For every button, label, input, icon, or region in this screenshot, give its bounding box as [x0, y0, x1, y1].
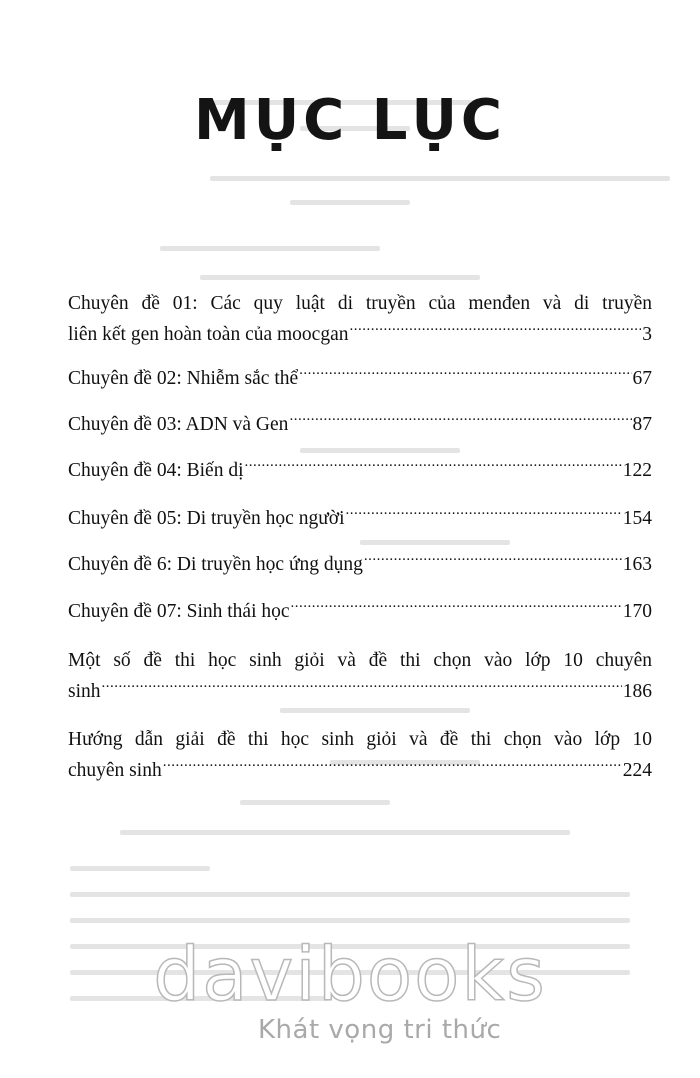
- leader-dots: [364, 551, 622, 571]
- watermark-brand: davibooks: [153, 932, 547, 1018]
- leader-dots: [299, 365, 631, 385]
- toc-entry-08[interactable]: [68, 645, 652, 707]
- toc-page-number: 163: [622, 554, 652, 575]
- publisher-watermark: [0, 932, 700, 1045]
- toc-page-number: 67: [632, 368, 652, 389]
- toc-entry-05[interactable]: [68, 503, 652, 534]
- toc-entry-title: Chuyên đề 01: Các quy luật di truyền của menđen và di truyền: [68, 293, 652, 314]
- toc-page-number: 224: [622, 760, 652, 781]
- toc-entry-title-cont: sinh: [68, 681, 101, 702]
- toc-entry-title-cont: liên kết gen hoàn toàn của moocgan: [68, 324, 349, 345]
- toc-entry-title: Một số đề thi học sinh giỏi và đề thi chọn vào lớp 10 chuyên: [68, 650, 652, 671]
- toc-entry-09[interactable]: [68, 724, 652, 786]
- toc-entry-title: Chuyên đề 07: Sinh thái học: [68, 601, 290, 622]
- leader-dots: [244, 457, 621, 477]
- toc-page-number: 186: [622, 681, 652, 702]
- toc-entry-title: Chuyên đề 04: Biến dị: [68, 460, 244, 481]
- toc-page-number: 170: [622, 601, 652, 622]
- toc-entry-title: Chuyên đề 6: Di truyền học ứng dụng: [68, 554, 363, 575]
- toc-entry-title: Chuyên đề 05: Di truyền học người: [68, 508, 345, 529]
- leader-dots: [102, 678, 622, 698]
- toc-page-number: 3: [642, 324, 652, 345]
- toc-page-number: 154: [622, 508, 652, 529]
- toc-entry-title: Chuyên đề 03: ADN và Gen: [68, 414, 289, 435]
- toc-page-number: 122: [622, 460, 652, 481]
- leader-dots: [346, 505, 622, 525]
- leader-dots: [349, 321, 641, 341]
- toc-page-number: 87: [632, 414, 652, 435]
- toc-entry-02[interactable]: [68, 363, 652, 394]
- toc-entry-title: Chuyên đề 02: Nhiễm sắc thể: [68, 368, 299, 389]
- watermark-slogan: Khát vọng tri thức: [258, 1015, 502, 1045]
- toc-entry-06[interactable]: [68, 549, 652, 580]
- toc-entry-04[interactable]: [68, 455, 652, 486]
- toc-entry-title-cont: chuyên sinh: [68, 760, 162, 781]
- leader-dots: [289, 411, 631, 431]
- page-title: MỤC LỤC: [193, 88, 507, 153]
- toc-entry-07[interactable]: [68, 596, 652, 627]
- leader-dots: [163, 757, 622, 777]
- toc-entry-title: Hướng dẫn giải đề thi học sinh giỏi và đề thi chọn vào lớp 10: [68, 729, 652, 750]
- leader-dots: [291, 598, 622, 618]
- toc-entry-01[interactable]: [68, 288, 652, 350]
- toc-entry-03[interactable]: [68, 409, 652, 440]
